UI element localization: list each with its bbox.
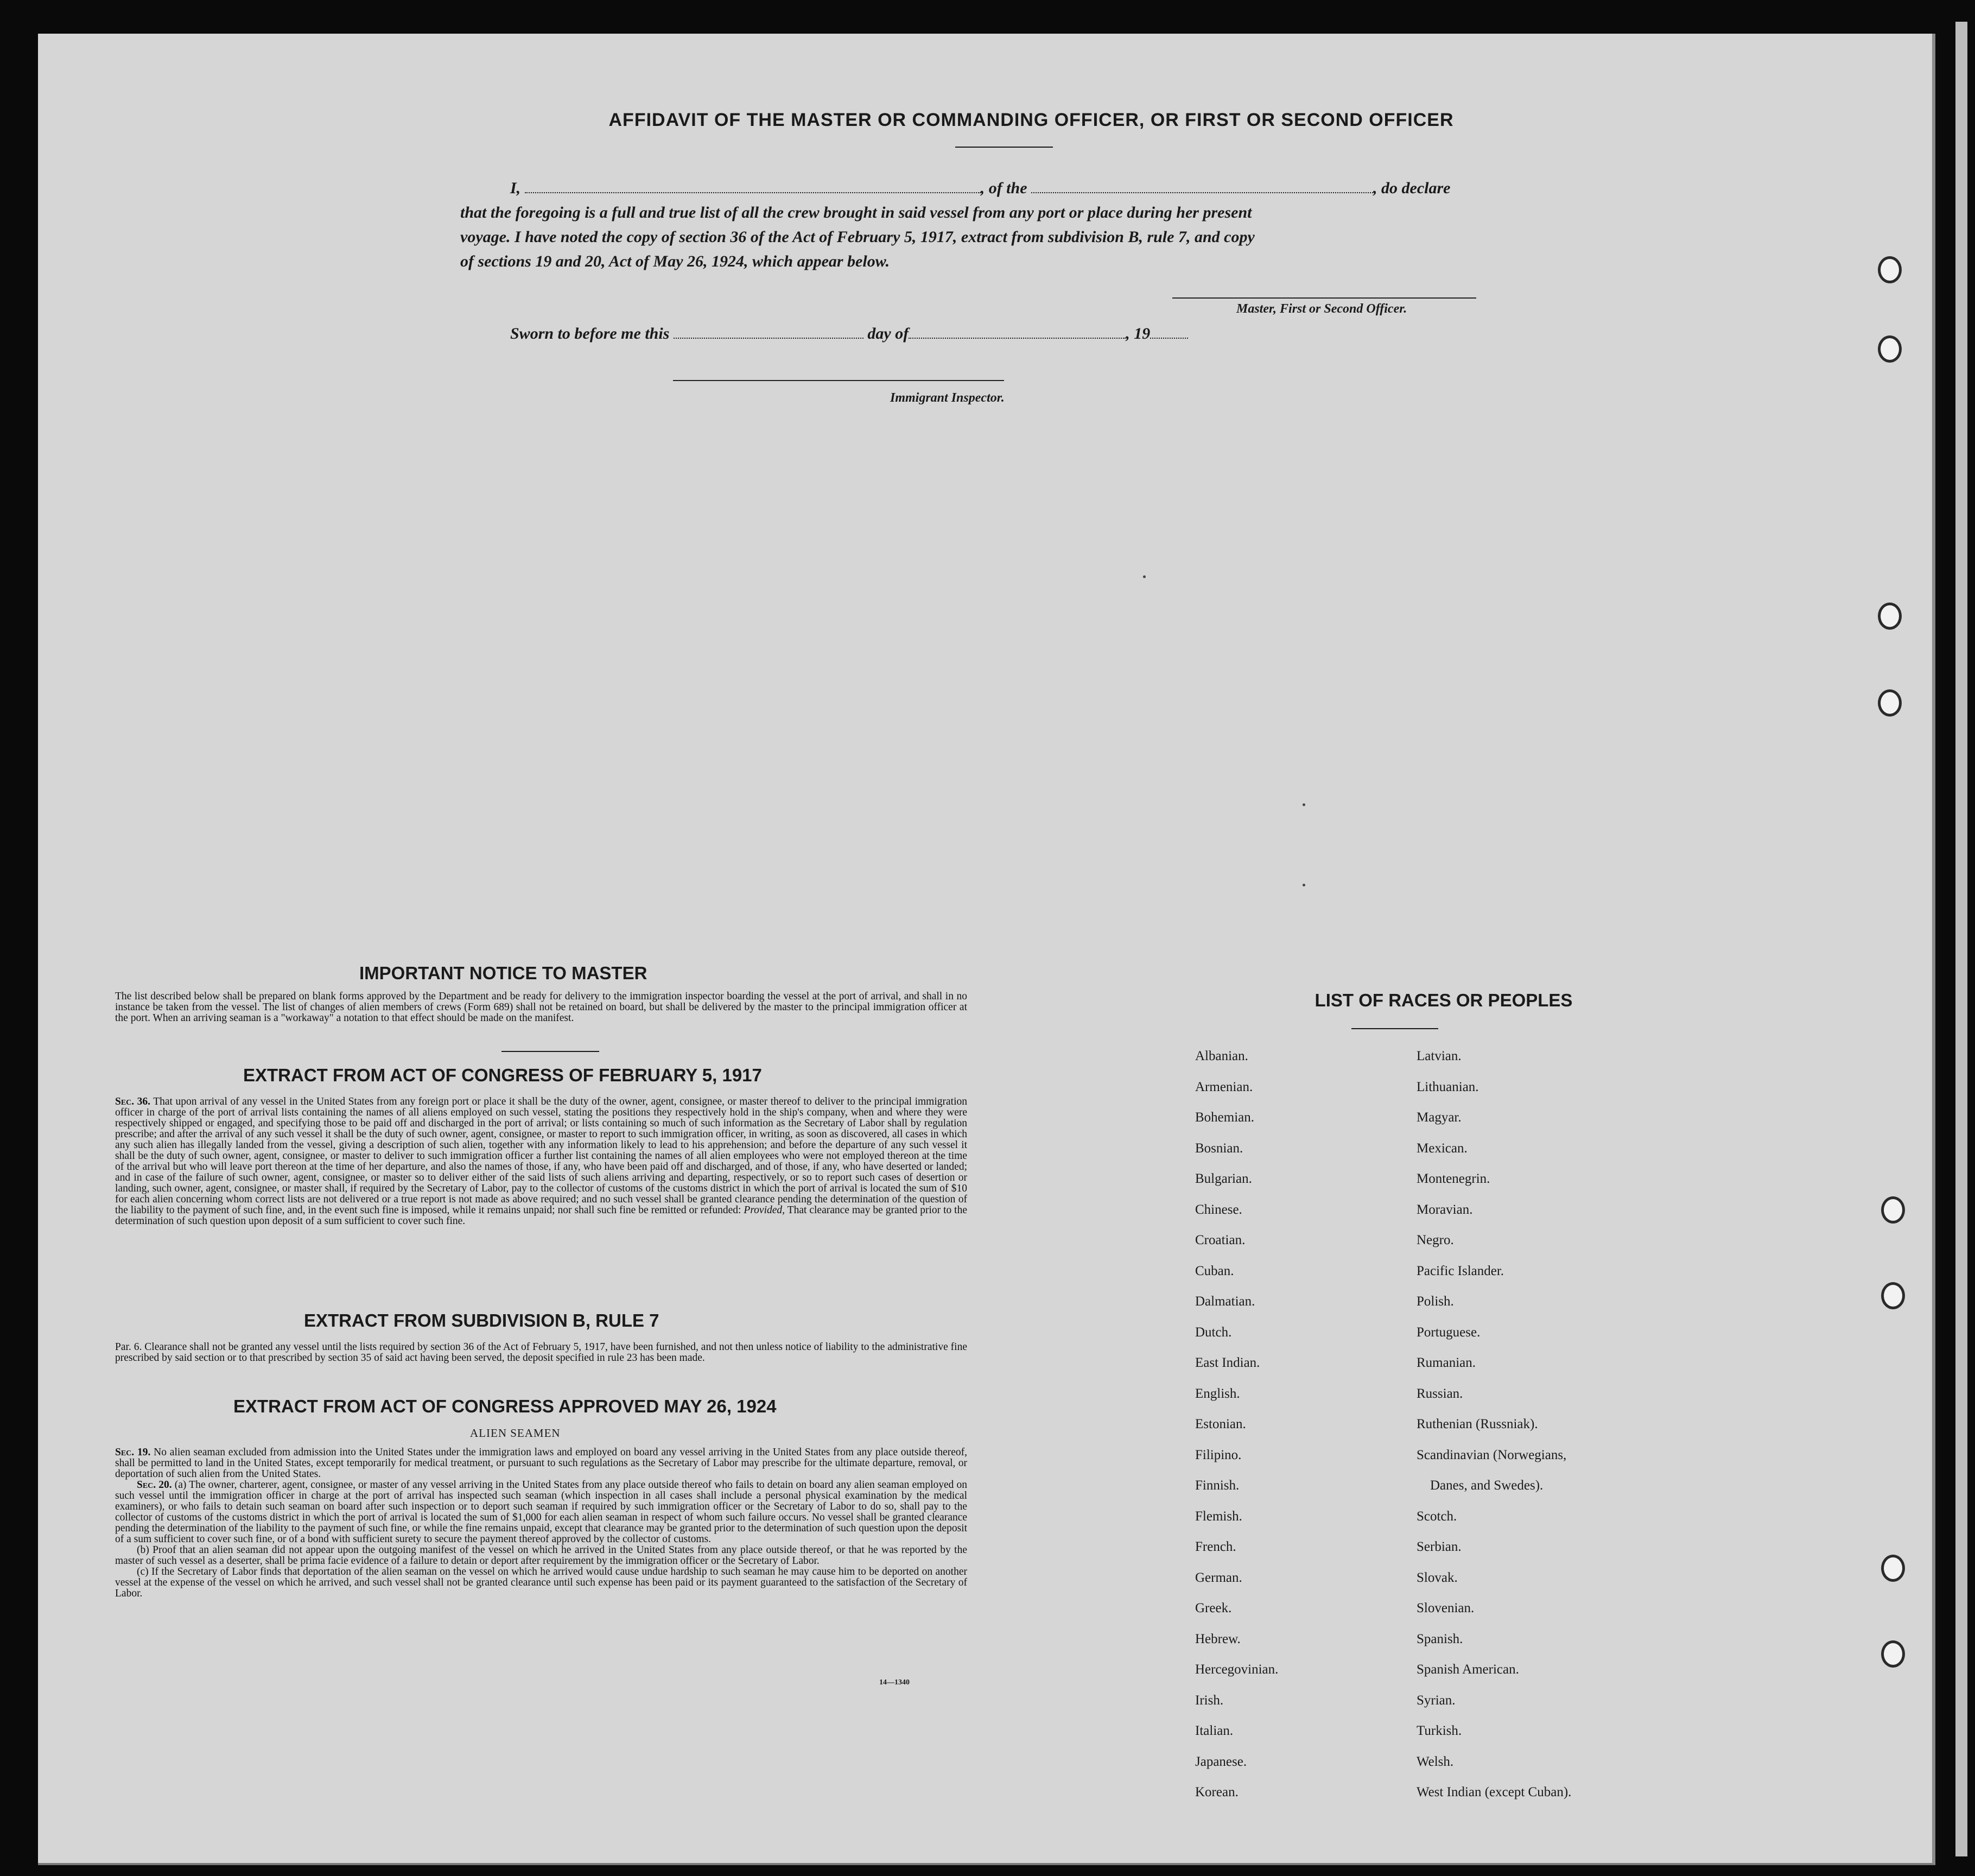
race-item: German.	[1195, 1570, 1242, 1585]
race-item: Chinese.	[1195, 1202, 1242, 1217]
sworn-text: Sworn to before me this	[510, 325, 670, 343]
race-item: Magyar.	[1417, 1110, 1462, 1125]
race-item: Slovenian.	[1417, 1601, 1475, 1615]
race-item: Pacific Islander.	[1417, 1263, 1504, 1278]
notice-text: The list described below shall be prepared on blank forms approved by the Department and be ready for delivery to the immigration inspector boarding the vessel at the port of arrival, and shall in no instance be taken from the vessel. The list of changes of alien members of crews (Form 689) shall not be retained on board, but shall be delivered by the master to the principal immigration officer at the port. When an arriving seaman is a "workaway" a notation to that effect should be made on the manifest.	[115, 991, 967, 1024]
sec36-label: Sec. 36.	[115, 1096, 151, 1107]
extract-1917-title: EXTRACT FROM ACT OF CONGRESS OF FEBRUARY 5, 1917	[243, 1065, 762, 1085]
race-item: Dalmatian.	[1195, 1294, 1255, 1309]
race-item: Mexican.	[1417, 1140, 1468, 1156]
race-item: Scandinavian (Norwegians, Danes, and Swedes).	[1417, 1447, 1567, 1493]
race-item: Slovak.	[1417, 1570, 1458, 1585]
race-item: Scotch.	[1417, 1509, 1457, 1524]
race-item: Korean.	[1195, 1785, 1239, 1799]
race-item: Croatian.	[1195, 1233, 1246, 1247]
notice-title: IMPORTANT NOTICE TO MASTER	[359, 963, 647, 983]
race-item: French.	[1195, 1539, 1236, 1554]
race-item: Bosnian.	[1195, 1140, 1243, 1156]
race-item: Moravian.	[1417, 1202, 1473, 1217]
punch-hole	[1881, 1555, 1905, 1582]
sec19	[115, 1447, 967, 1480]
title-rule	[955, 147, 1053, 148]
year-text: , 19	[1126, 325, 1151, 343]
race-item: Bulgarian.	[1195, 1171, 1252, 1186]
race-item: Polish.	[1417, 1294, 1454, 1309]
affidavit-line-1	[510, 179, 1450, 198]
race-item: Finnish.	[1195, 1478, 1240, 1493]
race-item: Cuban.	[1195, 1263, 1234, 1278]
sec19-label: Sec. 19.	[115, 1447, 151, 1458]
day-of-text: day of	[867, 325, 909, 343]
sworn-day-field[interactable]	[674, 338, 863, 339]
sec20a	[115, 1480, 967, 1545]
races-column-2	[1417, 1041, 1571, 1808]
race-item: Spanish.	[1417, 1631, 1463, 1646]
race-item: Filipino.	[1195, 1447, 1242, 1462]
race-item: Hebrew.	[1195, 1631, 1241, 1646]
affidavit-title: AFFIDAVIT OF THE MASTER OR COMMANDING OFFICER, OR FIRST OR SECOND OFFICER	[608, 110, 1454, 130]
rule7-text: Par. 6. Clearance shall not be granted any vessel until the lists required by section 36 of the Act of February 5, 1917, have been furnished, and not then unless notice of liability to the administrative fine prescribed by said section or to that prescribed by section 35 of said act having been served, the deposit specified in rule 23 has been made.	[115, 1341, 967, 1364]
races-title: LIST OF RACES OR PEOPLES	[1314, 990, 1573, 1010]
sec36-body: That upon arrival of any vessel in the United States from any foreign port or place it shall be the duty of the owner, agent, consignee, or master thereof to deliver to the principal immigration officer in charge of the port of arrival lists containing the names of all aliens employed on such vessel, stating the positions they respectively hold in the ship's company, when and where they were respectively shipped or engaged, and specifying those to be paid off and discharged in the port of arrival; or lists containing so much of such information as the Secretary of Labor shall by regulation prescribe; and after the arrival of any such vessel it shall be the duty of such owner, agent, consignee, or master to report to such immigration officer, in writing, as soon as discovered, all cases in which any such alien has illegally landed from the vessel, giving a description of such alien, together with any information likely to lead to his apprehension; and before the departure of any such vessel it shall be the duty of such owner, agent, consignee, or master to deliver to such immigration officer a further list containing the names of all alien employees who were not employed thereon at the time of the arrival but who will leave port thereon at the time of her departure, and also the names of those, if any, who have been paid off and discharged, and of those, if any, who have deserted or landed; and in case of the failure of such owner, agent, consignee, or master so to deliver either of the said lists of such aliens arriving and departing, respectively, or so to report such cases of desertion or landing, such owner, agent, consignee, or master shall, if required by the Secretary of Labor, pay to the collector of customs of the customs district in which the port of arrival is located the sum of $10 for each alien concerning whom correct lists are not delivered or a true report is not made as above required; and no such vessel shall be granted clearance pending the determination of the question of the liability to the payment of such fine, and, in the event such fine is imposed, while it remains unpaid; nor shall such fine be remitted or refunded:	[115, 1096, 967, 1216]
race-item: Portuguese.	[1417, 1324, 1481, 1340]
race-item: Russian.	[1417, 1386, 1463, 1401]
sec20b: (b) Proof that an alien seaman did not appear upon the outgoing manifest of the vessel on which he arrived in the United States from any place outside thereof, or that he was reported by the master of such vessel as a deserter, shall be prima facie evidence of a failure to detain or deport after requirement by the immigration officer or the Secretary of Labor.	[115, 1544, 967, 1567]
race-item: Welsh.	[1417, 1754, 1454, 1769]
affidavit-of-the: , of the	[980, 179, 1027, 197]
proviso-label: Provided,	[744, 1205, 785, 1216]
race-item: Rumanian.	[1417, 1355, 1476, 1370]
sec20a-body: (a) The owner, charterer, agent, consignee, or master of any vessel arriving in the United States from any place outside thereof who fails to detain on board any alien seaman employed on such vessel until the immigration officer in charge at the port of arrival has inspected such seaman (which inspection in all cases shall include a personal physical examination by the medical examiners), or who fails to detain such seaman on board after such inspection or to deport such seaman if required by such immigration officer or the Secretary of Labor to do so, shall pay to the collector of customs of the customs district in which the port of arrival is located the sum of $1,000 for each alien seaman in respect of whom such failure occurs. No vessel shall be granted clearance pending the determination of the liability to the payment of such fine, or while the fine remains unpaid, except that clearance may be granted prior to the determination of such question upon the deposit of a sum sufficient to cover such fine, or of a bond with sufficient surety to secure the payment thereof approved by the collector of customs.	[115, 1479, 967, 1545]
race-item: Greek.	[1195, 1601, 1232, 1615]
race-item: Spanish American.	[1417, 1662, 1519, 1677]
punch-hole	[1881, 1640, 1905, 1668]
name-field[interactable]	[525, 192, 981, 193]
race-item: Bohemian.	[1195, 1110, 1255, 1125]
inspector-signature-line[interactable]	[673, 380, 1004, 381]
affidavit-line-2: that the foregoing is a full and true list of all the crew brought in said vessel from any port or place during her present	[460, 204, 1252, 221]
races-rule	[1351, 1028, 1438, 1029]
race-item: Syrian.	[1417, 1693, 1456, 1708]
race-item: Flemish.	[1195, 1509, 1242, 1524]
affidavit-line-4: of sections 19 and 20, Act of May 26, 1924, which appear below.	[460, 252, 890, 270]
race-item: Serbian.	[1417, 1539, 1462, 1554]
race-item: English.	[1195, 1386, 1240, 1401]
punch-hole	[1881, 1196, 1905, 1224]
race-item: Ruthenian (Russniak).	[1417, 1417, 1538, 1431]
master-caption: Master, First or Second Officer.	[1236, 302, 1407, 316]
punch-hole	[1878, 256, 1902, 283]
vessel-field[interactable]	[1031, 192, 1373, 193]
inspector-caption: Immigrant Inspector.	[890, 391, 1005, 405]
race-item: Latvian.	[1417, 1049, 1462, 1063]
race-item: Armenian.	[1195, 1079, 1253, 1094]
race-item: Negro.	[1417, 1233, 1454, 1247]
alien-seamen-subtitle: ALIEN SEAMEN	[470, 1427, 561, 1440]
race-item: Hercegovinian.	[1195, 1662, 1279, 1677]
ink-speck	[1303, 884, 1305, 886]
ink-speck	[1143, 575, 1146, 578]
sec20c: (c) If the Secretary of Labor finds that deportation of the alien seaman on the vessel on which he arrived would cause undue hardship to such seaman he may cause him to be deported on another vessel at the expense of the vessel on which he arrived, and such vessel shall not be granted clearance until such expense has been paid or its payment guaranteed to the satisfaction of the Secretary of Labor.	[115, 1566, 967, 1599]
punch-hole	[1878, 603, 1902, 630]
race-item: Irish.	[1195, 1693, 1224, 1708]
proviso-body: That clearance may be granted prior to the determination of such question upon deposit of a sum sufficient to cover such fine.	[115, 1205, 968, 1227]
document-page	[38, 34, 1935, 1865]
affidavit-declare: , do declare	[1373, 179, 1451, 197]
race-item: Dutch.	[1195, 1324, 1232, 1340]
race-item: Lithuanian.	[1417, 1079, 1479, 1094]
ink-speck	[1303, 803, 1305, 806]
extract-1917-text	[115, 1097, 967, 1227]
sec19-body: No alien seaman excluded from admission into the United States under the immigration laws and employed on board any vessel arriving in the United States from any place outside thereof, shall be permitted to land in the United States, except temporarily for medical treatment, or pursuant to such regulations as the Secretary of Labor may prescribe for the ultimate departure, removal, or deportation of such alien from the United States.	[115, 1447, 968, 1480]
race-item: East Indian.	[1195, 1355, 1260, 1370]
races-column-1	[1195, 1041, 1278, 1808]
sworn-line	[510, 325, 1188, 343]
extract-1924-title: EXTRACT FROM ACT OF CONGRESS APPROVED MAY 26, 1924	[233, 1396, 777, 1416]
sworn-month-field[interactable]	[909, 338, 1126, 339]
race-item: Estonian.	[1195, 1417, 1246, 1431]
punch-hole	[1878, 335, 1902, 363]
sworn-year-field[interactable]	[1150, 338, 1188, 339]
scan-edge	[1955, 22, 1967, 1856]
race-item: West Indian (except Cuban).	[1417, 1785, 1572, 1799]
master-signature-line[interactable]	[1172, 297, 1476, 299]
punch-hole	[1878, 689, 1902, 717]
rule7-title: EXTRACT FROM SUBDIVISION B, RULE 7	[304, 1310, 659, 1330]
punch-hole	[1881, 1282, 1905, 1309]
affidavit-line-3: voyage. I have noted the copy of section 36 of the Act of February 5, 1917, extract from subdivision B, rule 7, and copy	[460, 228, 1255, 246]
form-number: 14—1340	[879, 1678, 910, 1687]
extract-1924-text	[115, 1447, 967, 1599]
race-item: Albanian.	[1195, 1049, 1248, 1063]
divider	[501, 1051, 599, 1052]
sec20-label: Sec. 20.	[137, 1479, 172, 1491]
race-item: Japanese.	[1195, 1754, 1247, 1769]
affidavit-I: I,	[510, 179, 521, 197]
race-item: Montenegrin.	[1417, 1171, 1490, 1186]
race-item: Turkish.	[1417, 1723, 1462, 1738]
race-item: Italian.	[1195, 1723, 1234, 1738]
